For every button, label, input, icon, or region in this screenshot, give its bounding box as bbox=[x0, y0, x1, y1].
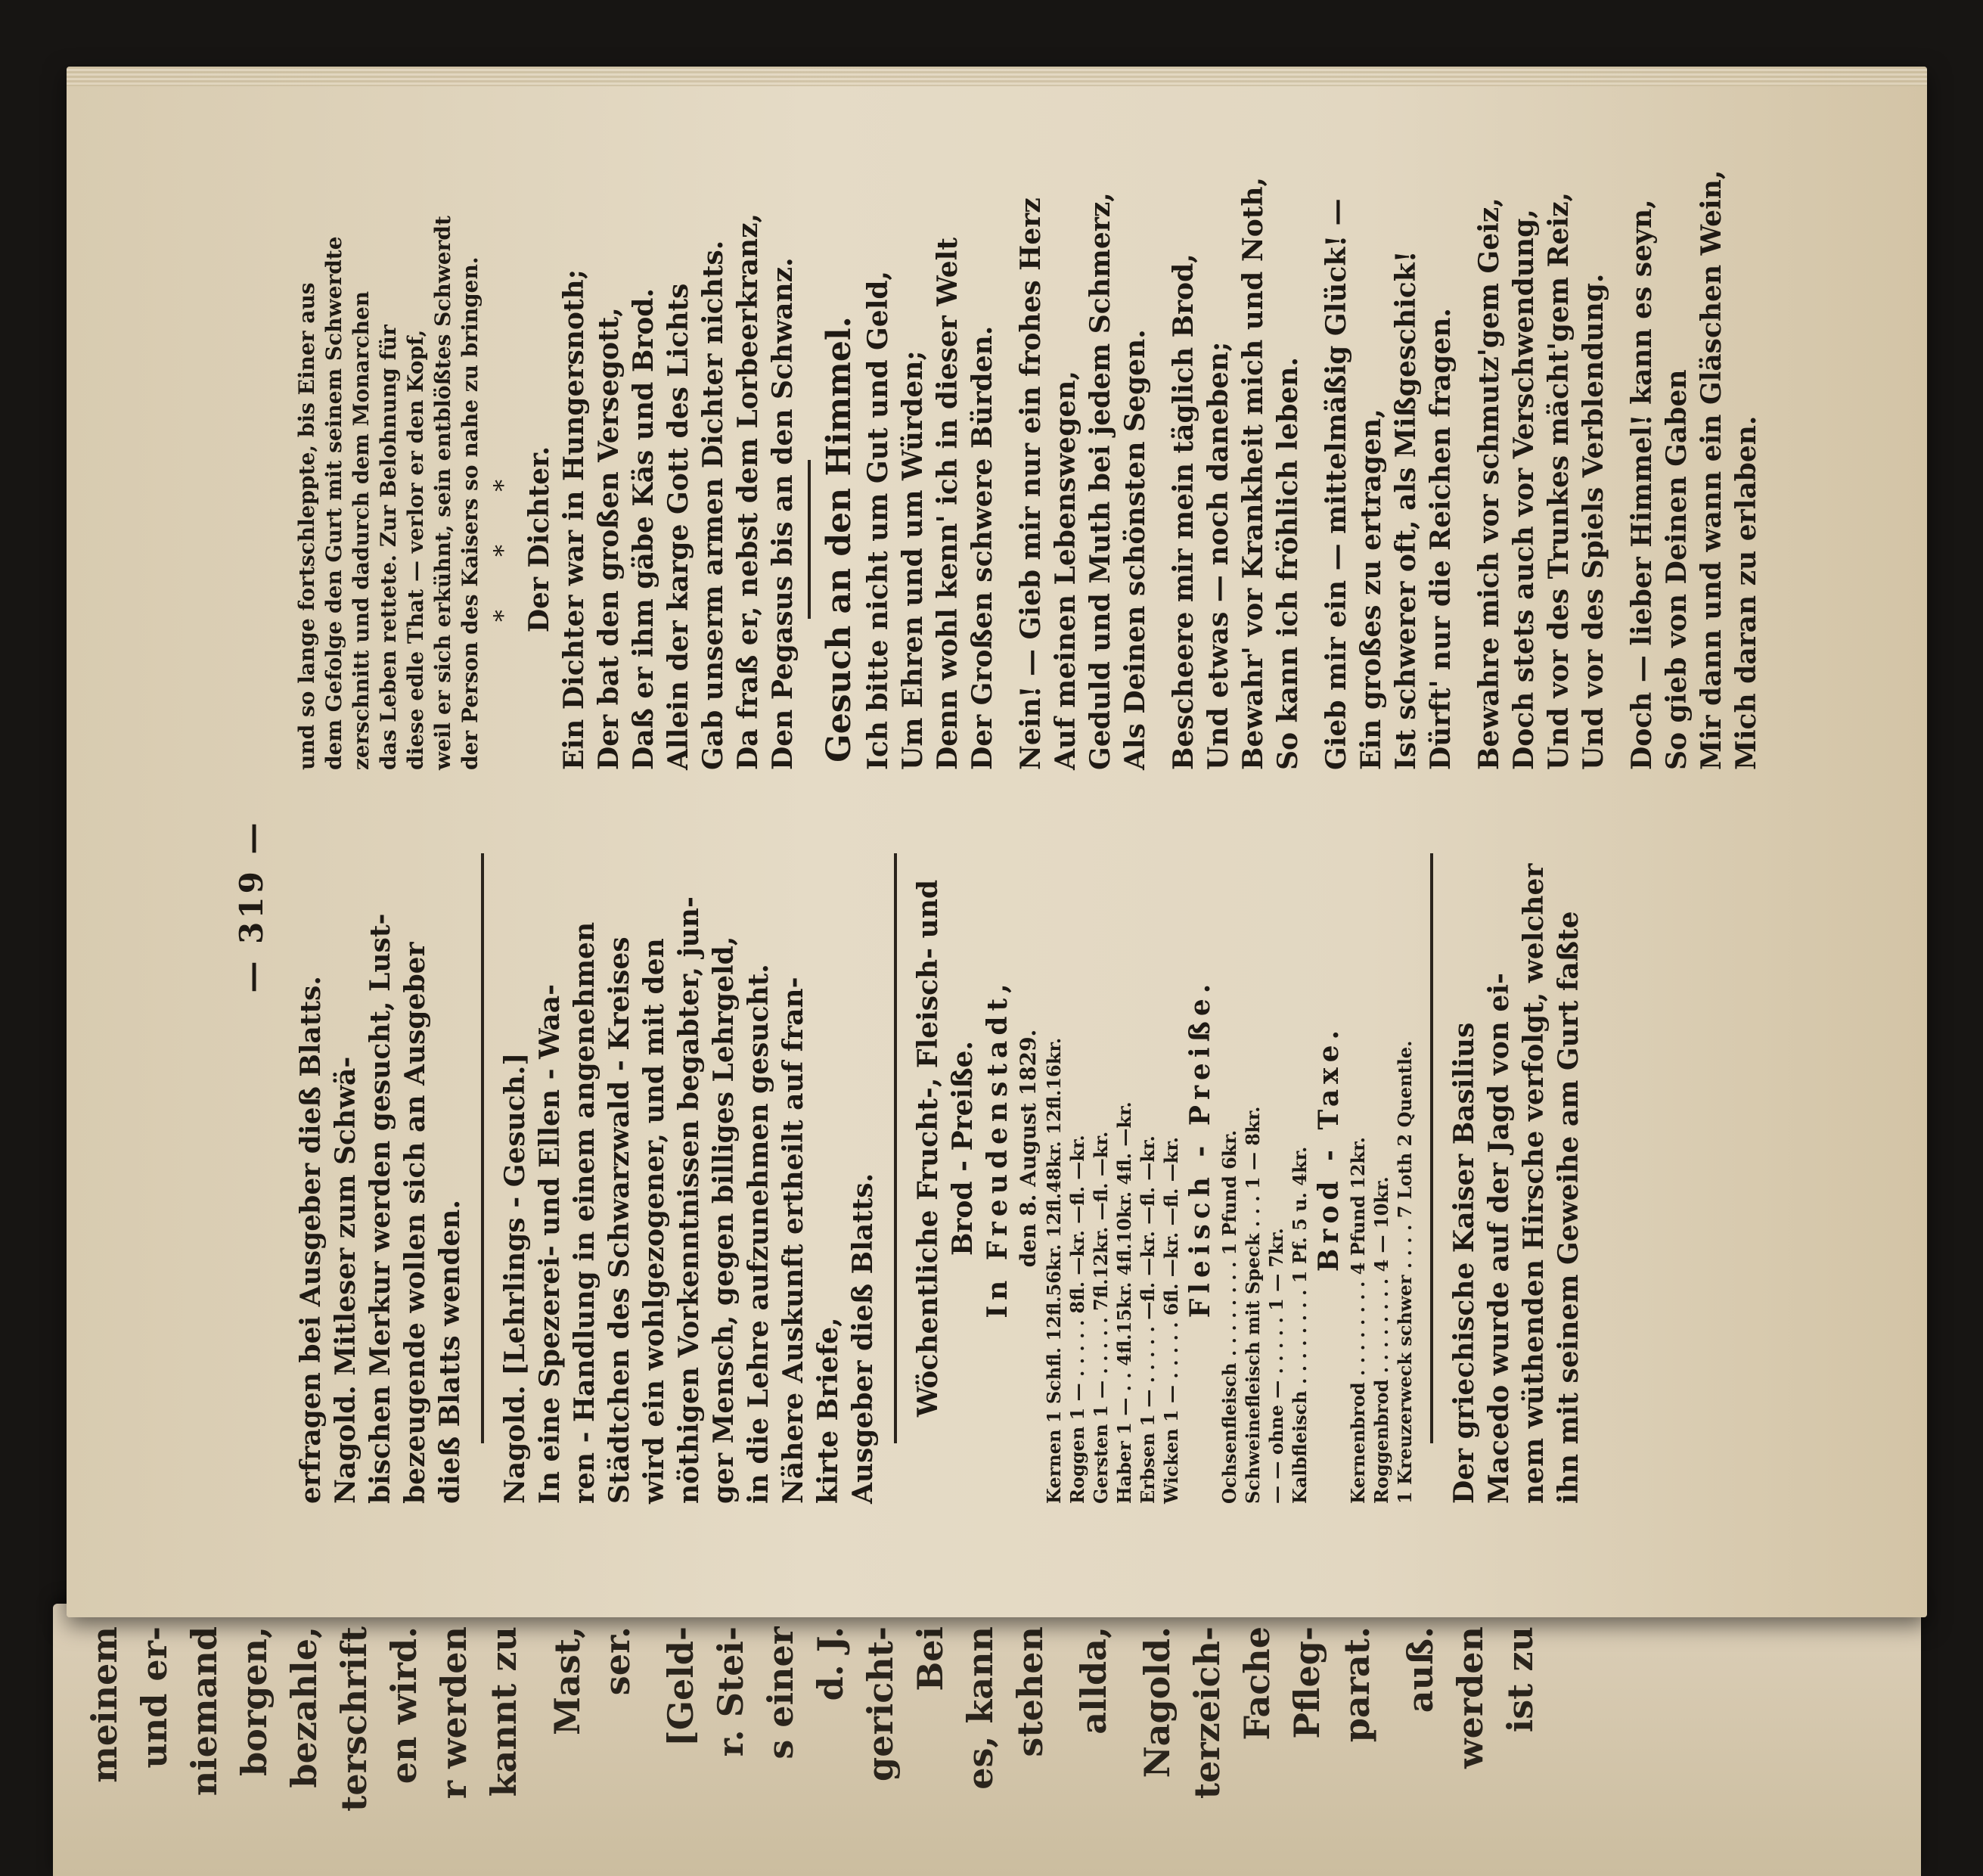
fragment-line: en wird. bbox=[383, 1626, 424, 1784]
left-column bbox=[293, 793, 1586, 1504]
divider bbox=[808, 460, 811, 619]
verse-line: Doch — lieber Himmel! kann es seyn, bbox=[1626, 199, 1658, 770]
verse-line: Mir dann und wann ein Gläschen Wein, bbox=[1696, 169, 1727, 770]
verse-line: Der Großen schwere Bürden. bbox=[967, 325, 998, 770]
rotated-text-block bbox=[233, 169, 1806, 1504]
fragment-line: und er- bbox=[134, 1626, 175, 1769]
fragment-line: d. J. bbox=[810, 1626, 851, 1701]
verse-line: Da fraß er, nebst dem Lorbeerkranz, bbox=[732, 213, 764, 770]
text-line: Nagold. [Lehrlings - Gesuch.] bbox=[499, 1052, 531, 1504]
text-line: das Leben rettete. Zur Belohnung für bbox=[376, 325, 401, 770]
story-basilius-end bbox=[293, 216, 484, 770]
divider bbox=[894, 853, 897, 1443]
text-line: Der griechische Kaiser Basilius bbox=[1448, 1022, 1480, 1504]
verse-line: Auf meinen Lebenswegen, bbox=[1050, 371, 1081, 770]
fragment-line: Pfleg- bbox=[1286, 1626, 1327, 1739]
verse-line: Als Deinen schönsten Segen. bbox=[1119, 329, 1151, 770]
price-row: Erbsen 1 — . . . . . —fl. —kr. —fl. —kr. bbox=[1137, 1135, 1159, 1504]
price-row: Schweinefleisch mit Speck . . . 1 — 8kr. bbox=[1242, 1106, 1264, 1504]
text-line: ihn mit seinem Geweihe am Gurt faßte bbox=[1553, 911, 1584, 1504]
fragment-line: [Geld- bbox=[660, 1626, 701, 1747]
verse-line: Daß er ihm gäbe Käs und Brod. bbox=[628, 288, 659, 770]
verse-line: Nein! — Gieb mir nur ein frohes Herz bbox=[1015, 197, 1047, 770]
price-row: Wicken 1 — . . . . . 6fl. —kr. —fl. —kr. bbox=[1160, 1136, 1182, 1504]
text-line: zerschnitt und dadurch dem Monarchen bbox=[349, 290, 374, 770]
text-line: dieß Blatts wenden. bbox=[434, 1200, 466, 1504]
fragment-line: terschrift bbox=[334, 1626, 374, 1812]
verse-line: Den Pegasus bis an den Schwanz. bbox=[767, 257, 799, 770]
facing-page bbox=[53, 1604, 1921, 1876]
fragment-line: ist zu bbox=[1500, 1626, 1541, 1733]
meat-price-table bbox=[1218, 793, 1311, 1504]
price-row: Kernen 1 Schfl. 12fl.56kr. 12fl.48kr. 12fl.16kr. bbox=[1043, 1037, 1065, 1504]
stanza-gap bbox=[1305, 309, 1319, 770]
advertisement-mitleser bbox=[293, 793, 467, 1504]
divider bbox=[1430, 853, 1433, 1443]
price-row: Roggenbrod . . . . . . . . 4 — 10kr. bbox=[1370, 1176, 1392, 1504]
text-line: Ausgeber dieß Blatts. bbox=[847, 1172, 879, 1504]
fragment-line: terzeich- bbox=[1187, 1626, 1227, 1800]
fragment-line: Bei bbox=[910, 1626, 951, 1691]
fragment-line: es, kann bbox=[960, 1626, 1001, 1790]
verse-line: Ich bitte nicht um Gut und Geld, bbox=[862, 270, 894, 770]
text-line: dem Gefolge den Gurt mit seinem Schwerdte bbox=[321, 236, 346, 770]
verse-line: Denn wohl kenn' ich in dieser Welt bbox=[932, 238, 964, 770]
right-column bbox=[293, 169, 1764, 770]
text-line: ger Mensch, gegen billiges Lehrgeld, bbox=[708, 936, 740, 1504]
price-row: 1 Kreuzerweck schwer . . . . 7 Loth 2 Quentle. bbox=[1394, 1040, 1416, 1504]
divider bbox=[481, 853, 484, 1443]
facing-page-text bbox=[53, 1604, 1921, 1876]
verse-line: Gab unserm armen Dichter nichts. bbox=[697, 240, 729, 770]
story-basilius-start bbox=[1447, 793, 1586, 1504]
text-line: nem wüthenden Hirsche verfolgt, welcher bbox=[1518, 863, 1550, 1504]
fragment-line: Nagold. bbox=[1137, 1626, 1178, 1778]
prices-heading bbox=[911, 793, 980, 1504]
grain-price-table bbox=[1042, 793, 1183, 1504]
fragment-line: s einer bbox=[760, 1626, 801, 1760]
text-line: In eine Spezerei- und Ellen - Waa- bbox=[534, 983, 566, 1504]
text-line: wird ein wohlgezogener, und mit den bbox=[638, 938, 670, 1504]
meat-heading: Fleisch - Preiße. bbox=[1184, 978, 1216, 1318]
fragment-line: auß. bbox=[1400, 1626, 1441, 1713]
stanza-gap bbox=[1153, 309, 1166, 770]
text-line: Nagold. Mitleser zum Schwä- bbox=[330, 1056, 362, 1504]
verse-line: So gieb von Deinen Gaben bbox=[1661, 369, 1693, 770]
fragment-line: allda, bbox=[1073, 1626, 1114, 1735]
page-number: — 319 — bbox=[233, 819, 270, 993]
text-line: nöthigen Vorkenntnissen begabter, jun- bbox=[673, 896, 705, 1504]
text-line: und so lange fortschleppte, bis Einer aus bbox=[294, 282, 319, 770]
text-line: in die Lehre aufzunehmen gesucht. bbox=[743, 964, 774, 1504]
verse-line: Mich daran zu erlaben. bbox=[1730, 415, 1762, 770]
stanza-gap bbox=[1000, 309, 1013, 770]
poem-title-der-dichter: Der Dichter. bbox=[523, 446, 555, 633]
fragment-line: Mast, bbox=[547, 1626, 588, 1735]
heading-line: Brod - Preiße. bbox=[947, 1041, 979, 1256]
fragment-line: borgen, bbox=[234, 1626, 275, 1776]
text-line: Städtchen des Schwarzwald - Kreises bbox=[604, 936, 635, 1504]
text-line: erfragen bei Ausgeber dieß Blatts. bbox=[295, 976, 327, 1504]
poem-title-gesuch: Gesuch an den Himmel. bbox=[820, 316, 858, 763]
fragment-line: bezahle, bbox=[284, 1626, 324, 1788]
text-line: bischen Merkur werden gesucht, Lust- bbox=[365, 913, 396, 1504]
verse-line: Ein Dichter war in Hungersnoth; bbox=[558, 269, 590, 770]
verse-line: Geduld und Muth bei jedem Schmerz, bbox=[1085, 192, 1116, 770]
fragment-line: gericht- bbox=[860, 1626, 901, 1781]
advertisement-lehrling bbox=[498, 793, 880, 1504]
verse-line: Bewahr' vor Krankheit mich und Noth, bbox=[1237, 176, 1269, 770]
verse-line: So kann ich fröhlich leben. bbox=[1272, 357, 1304, 770]
book-page bbox=[67, 67, 1927, 1617]
section-stars: * * * bbox=[489, 456, 517, 623]
date-line: den 8. August 1829. bbox=[1016, 1029, 1041, 1268]
fragment-line: r. Stei- bbox=[710, 1626, 751, 1757]
price-row: Gersten 1 — . . . . . 7fl.12kr. —fl. —kr. bbox=[1090, 1131, 1112, 1504]
verse-line: Und etwas — noch daneben; bbox=[1203, 341, 1234, 770]
stanza-gap bbox=[1386, 1626, 1399, 1853]
bread-price-table bbox=[1346, 793, 1417, 1504]
verse-line: Der bat den großen Versegott, bbox=[593, 307, 625, 770]
verse-line: Und vor des Spiels Verblendung. bbox=[1578, 273, 1609, 770]
stanza-gap bbox=[1611, 309, 1625, 770]
verse-line: Gieb mir ein — mittelmäßig Glück! — bbox=[1320, 198, 1352, 770]
text-line: diese edle That — verlor er den Kopf, bbox=[403, 329, 428, 770]
poem-gesuch-an-den-himmel bbox=[861, 169, 1764, 770]
verse-line: Bescheere mir mein täglich Brod, bbox=[1168, 253, 1199, 770]
fragment-line: parat. bbox=[1336, 1626, 1377, 1743]
text-line: Macedo wurde auf der Jagd von ei- bbox=[1483, 973, 1515, 1504]
place-line: In Freudenstadt, bbox=[982, 978, 1013, 1318]
bread-heading: Brod - Taxe. bbox=[1313, 1024, 1345, 1272]
stanza-gap bbox=[1059, 1626, 1072, 1853]
verse-line: Ein großes zu ertragen, bbox=[1355, 408, 1387, 770]
price-row: Kernenbrod . . . . . . . . 4 Pfund 12kr. bbox=[1347, 1137, 1369, 1504]
page-edge bbox=[67, 67, 1927, 86]
verse-line: Doch stets auch vor Verschwendung, bbox=[1508, 209, 1540, 770]
fragment-line: Fache bbox=[1237, 1626, 1277, 1741]
fragment-line: meinem bbox=[84, 1626, 125, 1783]
poem-der-dichter bbox=[557, 213, 800, 770]
fragment-line: niemand bbox=[184, 1626, 225, 1797]
text-line: der Person des Kaisers so nahe zu bringen. bbox=[458, 256, 483, 770]
stanza-gap bbox=[1458, 309, 1472, 770]
text-line: kirte Briefe, bbox=[812, 1317, 844, 1504]
verse-line: Allein der karge Gott des Lichts bbox=[663, 283, 694, 770]
stanza-gap bbox=[1122, 1626, 1136, 1853]
heading-line: Wöchentliche Frucht-, Fleisch- und bbox=[912, 879, 944, 1418]
verse-line: Und vor des Trunkes mächt'gem Reiz, bbox=[1543, 191, 1575, 770]
text-line: bezeugende wollen sich an Ausgeber bbox=[399, 942, 431, 1504]
fragment-line: ser. bbox=[597, 1626, 638, 1696]
price-row: — — ohne — . . . . . 1 — 7kr. bbox=[1265, 1228, 1287, 1504]
text-line: Nähere Auskunft ertheilt auf fran- bbox=[777, 977, 809, 1504]
stanza-gap bbox=[646, 1626, 659, 1853]
price-row: Kalbfleisch . . . . . . . . 1 Pf. 5 u. 4kr. bbox=[1289, 1146, 1311, 1504]
price-row: Ochsenfleisch . . . . . . . . 1 Pfund 6kr. bbox=[1218, 1129, 1240, 1504]
text-line: weil er sich erkühnt, sein entblößtes Schwerdt bbox=[430, 216, 455, 770]
fragment-line: kannt zu bbox=[483, 1626, 524, 1797]
verse-line: Um Ehren und um Würden; bbox=[897, 350, 929, 770]
verse-line: Bewahre mich vor schmutz'gem Geiz, bbox=[1473, 197, 1505, 770]
price-row: Roggen 1 — . . . . . 8fl. —kr. —fl. —kr. bbox=[1066, 1135, 1088, 1504]
verse-line: Dürft' nur die Reichen fragen. bbox=[1425, 308, 1457, 770]
fragment-line: stehen bbox=[1010, 1626, 1050, 1757]
fragment-line: werden bbox=[1450, 1626, 1491, 1769]
stanza-gap bbox=[532, 1626, 546, 1853]
fragment-line: r werden bbox=[433, 1626, 474, 1800]
verse-line: Ist schwerer oft, als Mißgeschick! bbox=[1390, 250, 1422, 770]
price-row: Haber 1 — . . 4fl.15kr. 4fl.10kr. 4fl. —kr. bbox=[1113, 1101, 1135, 1504]
text-line: ren - Handlung in einem angenehmen bbox=[569, 921, 600, 1504]
